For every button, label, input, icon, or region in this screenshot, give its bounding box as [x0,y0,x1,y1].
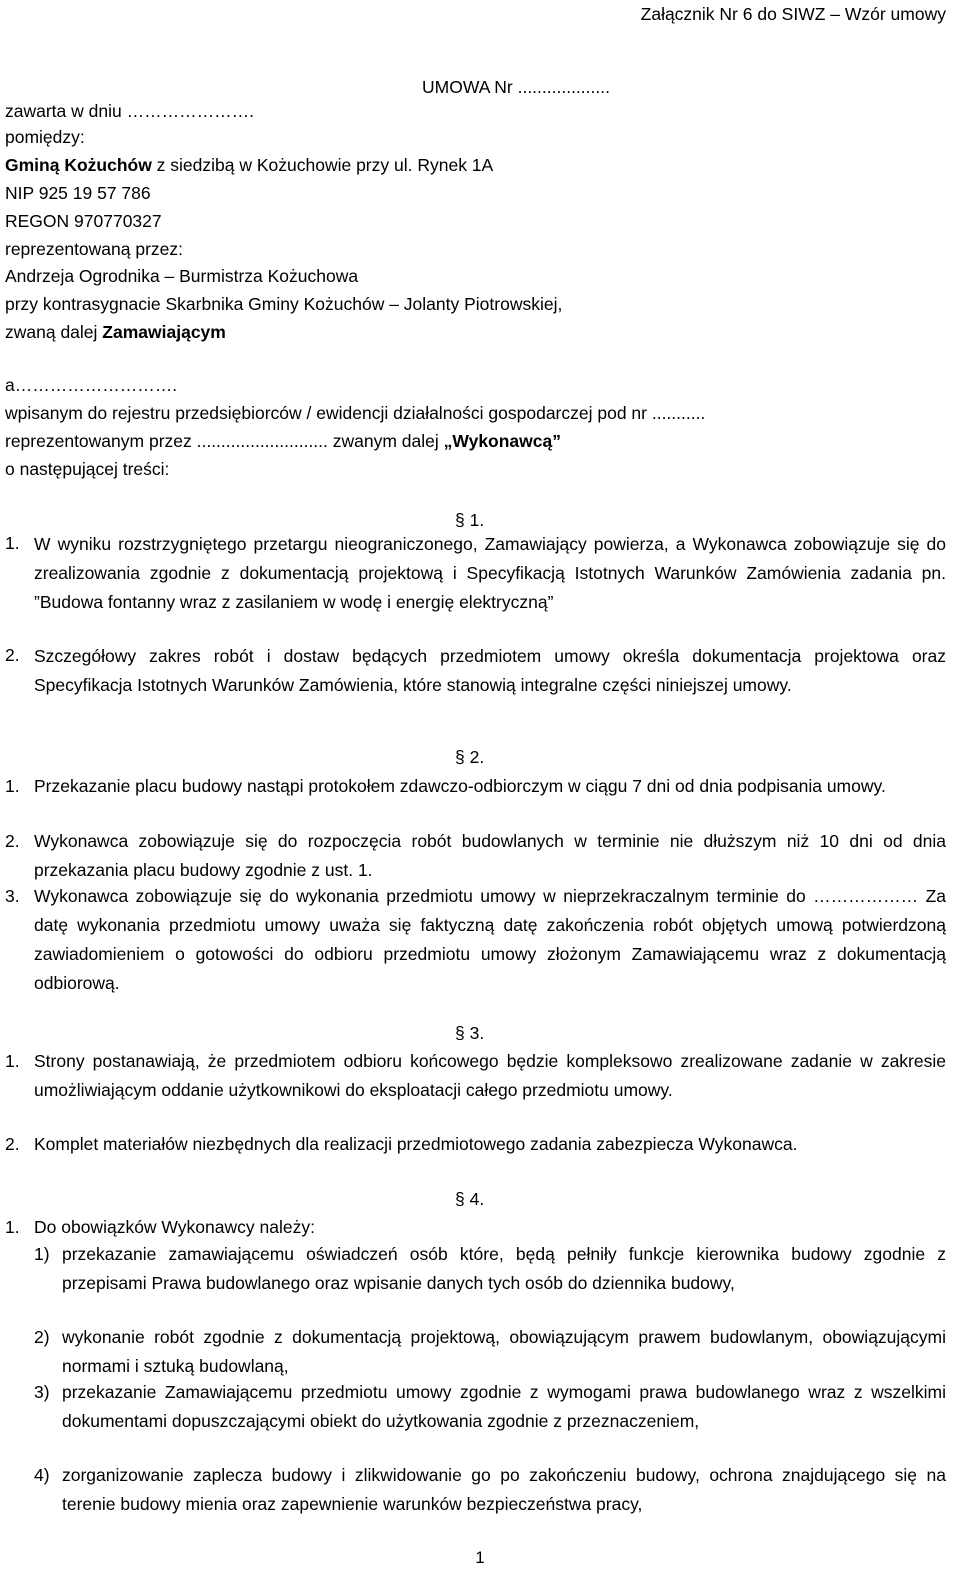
annex-header: Załącznik Nr 6 do SIWZ – Wzór umowy [640,4,946,24]
contractor-name: „Wykonawcą” [443,431,561,451]
section-heading: § 4. [455,1189,485,1209]
item-number: 1. [5,1217,20,1237]
section-2-item-3: Wykonawca zobowiązuje się do wykonania przedmiotu umowy w nieprzekraczalnym terminie do ……………… Za datę wykonania przedmiotu umowy uważa się faktyczną datę zakończenia robót objętych umową potwierdzoną zawiadomieniem o gotowości do odbioru przedmiotu umowy złożonym Zamawiającemu wraz z dokumentacją odbiorową. [34,886,946,993]
register-line: wpisanym do rejestru przedsiębiorców / ewidencji działalności gospodarczej pod nr ........... [5,403,706,423]
section-4-subitem-2: wykonanie robót zgodnie z dokumentacją projektową, obowiązującym prawem budowlanym, obowiązującymi normami i sztuką budowlaną, [62,1327,946,1376]
regon-line: REGON 970770327 [5,211,162,231]
item-number: 2. [5,645,20,665]
section-heading: § 3. [455,1023,485,1043]
section-3-item-1: Strony postanawiają, że przedmiotem odbioru końcowego będzie kompleksowo zrealizowane zadanie w zakresie umożliwiającym oddanie użytkownikowi do eksploatacji całego przedmiotu umowy. [34,1051,946,1100]
item-number: 2. [5,831,20,851]
item-number: 1. [5,776,20,796]
called-line [5,322,226,343]
called-name: Zamawiającym [102,322,226,342]
mayor-line: Andrzeja Ogrodnika – Burmistrza Kożuchowa [5,266,359,286]
section-heading: § 1. [455,510,485,530]
section-1-item-1: W wyniku rozstrzygniętego przetargu nieograniczonego, Zamawiający powierza, a Wykonawca zobowiązuje się do zrealizowania zgodnie z dokumentacją projektową i Specyfikacją Istotnych Warunków Zamówienia zadania pn. ”Budowa fontanny wraz z zasilaniem w wodę i energię elektryczną” [34,534,946,612]
party-line [5,155,493,176]
item-number: 1. [5,533,20,553]
section-3-item-2: Komplet materiałów niezbędnych dla realizacji przedmiotowego zadania zabezpiecza Wykonawca. [34,1134,798,1154]
content-line: o następującej treści: [5,459,170,479]
contractor-line: a………………………. [5,375,178,395]
item-number: 3. [5,886,20,906]
nip-line: NIP 925 19 57 786 [5,183,151,203]
subitem-number: 4) [34,1465,50,1485]
section-heading: § 2. [455,747,485,767]
item-number: 2. [5,1134,20,1154]
section-2-item-1: Przekazanie placu budowy nastąpi protokołem zdawczo-odbiorczym w ciągu 7 dni od dnia podpisania umowy. [34,776,886,796]
section-4-subitem-4: zorganizowanie zaplecza budowy i zlikwidowanie go po zakończeniu budowy, ochrona znajdującego się na terenie budowy mienia oraz zapewnienie warunków bezpieczeństwa pracy, [62,1465,946,1514]
date-line: zawarta w dniu …………………. [5,101,254,121]
between-line: pomiędzy: [5,127,85,147]
subitem-number: 3) [34,1382,50,1402]
section-4-subitem-3: przekazanie Zamawiającemu przedmiotu umowy zgodnie z wymogami prawa budowlanego wraz z wszelkimi dokumentami dopuszczającymi obiekt do użytkowania zgodnie z przeznaczeniem, [62,1382,946,1431]
section-4-item-1: Do obowiązków Wykonawcy należy: [34,1217,315,1237]
party-name: Gminą Kożuchów [5,155,152,175]
subitem-number: 1) [34,1244,50,1264]
subitem-number: 2) [34,1327,50,1347]
contractor-rep-line [5,431,561,452]
called-prefix: zwaną dalej [5,322,103,342]
contractor-rep-prefix: reprezentowanym przez ........................... zwanym dalej [5,431,444,451]
contract-title: UMOWA Nr ................... [422,77,610,97]
item-number: 1. [5,1051,20,1071]
section-1-item-2: Szczegółowy zakres robót i dostaw będących przedmiotem umowy określa dokumentacja projektowa oraz Specyfikacja Istotnych Warunków Zamówienia, które stanowią integralne części niniejszej umowy. [34,646,946,695]
page-number: 1 [475,1548,485,1567]
party-address: z siedzibą w Kożuchowie przy ul. Rynek 1A [151,155,494,175]
section-4-subitem-1: przekazanie zamawiającemu oświadczeń osób które, będą pełniły funkcje kierownika budowy zgodnie z przepisami Prawa budowlanego oraz wpisanie danych tych osób do dziennika budowy, [62,1244,946,1293]
section-2-item-2: Wykonawca zobowiązuje się do rozpoczęcia robót budowlanych w terminie nie dłuższym niż 10 dni od dnia przekazania placu budowy zgodnie z ust. 1. [34,831,946,880]
treasurer-line: przy kontrasygnacie Skarbnika Gminy Kożuchów – Jolanty Piotrowskiej, [5,294,563,314]
represented-line: reprezentowaną przez: [5,239,184,259]
